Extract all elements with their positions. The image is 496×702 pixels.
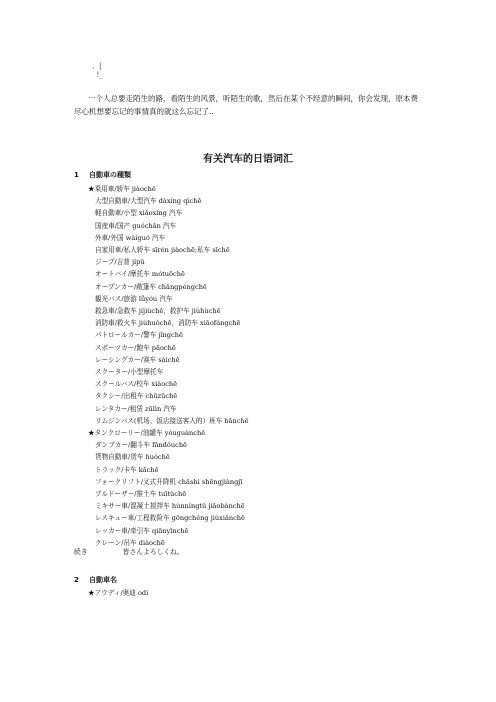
- list-item: レスキュー車/工程救险车 gōngchéng jiùxiǎnchē: [95, 514, 245, 523]
- list-item: スクールバス/校车 xiàochē: [95, 380, 178, 389]
- list-item: レッカー車/牵引车 qiānyǐnchē: [95, 526, 189, 535]
- list-item: 軽自動車/小型 xiǎoxíng 汽车: [95, 209, 183, 218]
- list-item: レンタカー/租赁 zūlìn 汽车: [95, 404, 177, 413]
- continued-label: 続き: [74, 548, 88, 556]
- mark-line: 、|: [92, 62, 102, 70]
- document-title: 有关汽车的日语词汇: [203, 154, 293, 165]
- list-item: ★タンクローリー/油罐车 yóuguànchē: [88, 429, 206, 438]
- list-item: 救急車/急救车 jíjiùchē，救护车 jiùhùchē: [95, 307, 221, 316]
- list-item: フォークリフト/叉式升降机 chāshì shēngjiàngjī: [95, 477, 243, 486]
- list-item: ミキサー車/混凝土搅拌车 hùnníngtǔ jiǎobànchē: [95, 502, 245, 511]
- section-number: 1: [74, 171, 79, 179]
- list-item: クレーン/吊车 diàochē: [95, 538, 165, 547]
- list-item: 国産車/国产 guóchǎn 汽车: [95, 221, 177, 230]
- list-item: オープンカー/敞篷车 chǎngpéngchē: [95, 282, 207, 291]
- list-item: ★乗用車/轿车 jiàochē: [88, 185, 156, 193]
- list-item: 貨物自動車/货车 huòchē: [95, 453, 170, 462]
- list-item: トラック/卡车 kǎchē: [95, 465, 159, 474]
- section-heading-1: [74, 170, 131, 180]
- list-item: 大型自動車/大型汽车 dàxíng qìchē: [95, 197, 202, 206]
- list-item: タクシー/出租车 chūzūchē: [95, 392, 178, 401]
- continued-line: [74, 546, 184, 556]
- list-item: 消防車/救火车 jiùhuǒchē，消防车 xiāofángchē: [95, 319, 241, 328]
- car-name-list: [88, 587, 148, 599]
- list-item: パトロールカー/警车 jǐngchē: [95, 331, 183, 340]
- list-item: ダンプカー/翻斗车 fāndǒuchē: [95, 441, 187, 450]
- list-item: 外車/外国 wàiguó 汽车: [95, 233, 166, 242]
- list-item: 自家用車/私人轿车 sīrén jiàochē;私车 sīchē: [95, 246, 230, 255]
- mark-line: !_: [92, 71, 103, 79]
- list-item: ジープ/吉普 jípǔ: [95, 258, 145, 267]
- greeting-text: 皆さんよろしくね。: [122, 548, 184, 556]
- list-item: スポーツカー/跑车 pǎochē: [95, 343, 176, 352]
- list-item: スクーター/小型摩托车: [95, 368, 164, 377]
- stray-marks: [92, 62, 103, 80]
- list-item: オートバイ/摩托车 mótuōchē: [95, 270, 185, 279]
- section-number: 2: [74, 576, 79, 584]
- section-label: 自動車の種類: [89, 171, 131, 179]
- section-heading-2: [74, 575, 117, 585]
- list-item: ブルドーザー/推土车 tuītǔchē: [95, 490, 187, 499]
- list-item: レーシングカー/赛车 sàichē: [95, 355, 180, 364]
- vehicle-type-list: [88, 183, 249, 549]
- list-item: リムジンバス(机场、饭店接送客人的）班车 bānchē: [95, 416, 249, 425]
- list-item: ★アウディ/奥迪 odi: [88, 589, 149, 597]
- list-item: 観光バス/旅游 lǚyóu 汽车: [95, 294, 173, 303]
- section-label: 自動車名: [89, 576, 117, 584]
- intro-paragraph: 一个人总要走陌生的路，看陌生的风景，听陌生的歌，然后在某个不经意的瞬间，你会发现，原本费尽心机想要忘记的事情真的就这么忘记了..: [74, 94, 418, 116]
